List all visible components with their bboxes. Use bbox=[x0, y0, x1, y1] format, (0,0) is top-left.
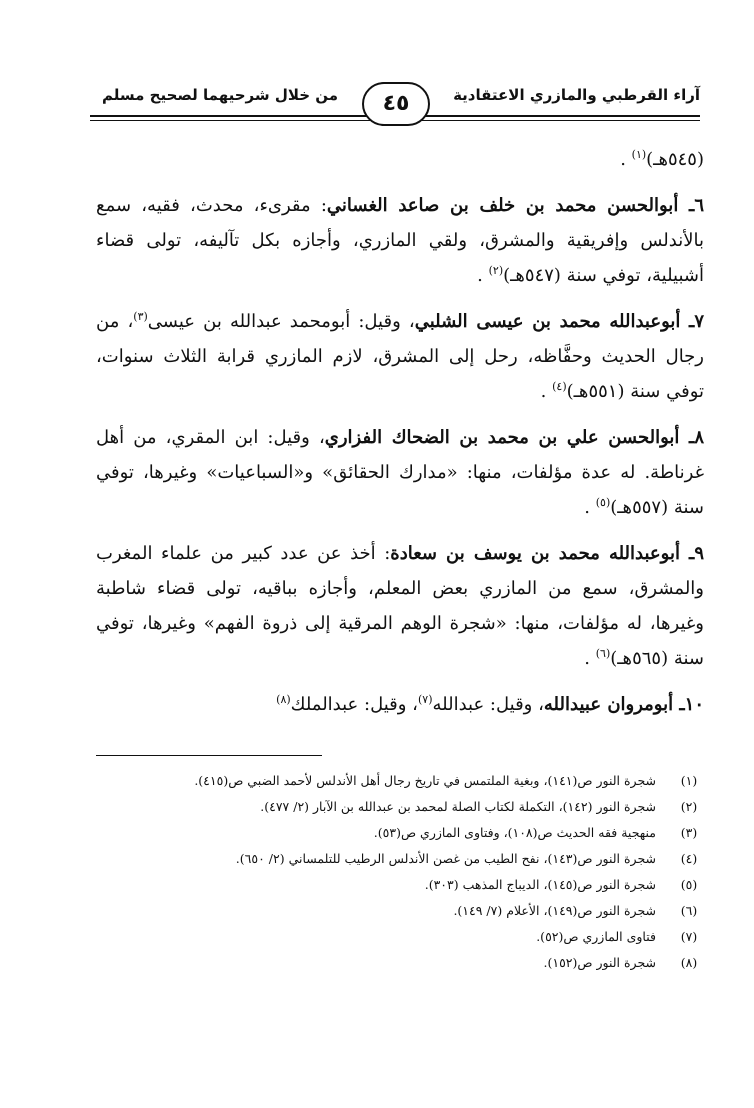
footnote-number: (٣) bbox=[680, 825, 698, 840]
footnote-number: (٧) bbox=[680, 929, 698, 944]
biography-entry bbox=[96, 687, 704, 722]
footnote-number: (٦) bbox=[680, 903, 698, 918]
footnote-separator bbox=[96, 755, 322, 756]
footnote-ref[interactable]: (٢) bbox=[488, 264, 504, 277]
entry-end: . bbox=[540, 381, 553, 402]
footnote-number: (٨) bbox=[680, 955, 698, 970]
footnote-text: شجرة النور ص(١٤١)، وبغية الملتمس في تاريخ رجال أهل الأندلس لأحمد الضبي ص(٤١٥). bbox=[194, 773, 656, 788]
entry-end: . bbox=[584, 648, 596, 669]
footnote bbox=[96, 794, 704, 820]
footnote-number: (٢) bbox=[680, 799, 698, 814]
entry-end: . bbox=[584, 497, 596, 518]
footnote-text: منهجية فقه الحديث ص(١٠٨)، وفتاوى المازري ص(٥٣). bbox=[373, 825, 656, 840]
biography-entry bbox=[96, 188, 704, 293]
footnote bbox=[96, 820, 704, 846]
footnote bbox=[96, 924, 704, 950]
footnote-text: فتاوى المازري ص(٥٢). bbox=[536, 929, 656, 944]
entry-heading: ٩ـ أبوعبدالله محمد بن يوسف بن سعادة bbox=[390, 543, 704, 564]
footnote bbox=[96, 950, 704, 976]
page-number: ٤٥ bbox=[362, 82, 430, 126]
biography-entry bbox=[96, 420, 704, 525]
entry-continuation bbox=[96, 142, 704, 177]
footnote-ref[interactable]: (١) bbox=[631, 148, 647, 161]
footnote-number: (٤) bbox=[680, 851, 698, 866]
entry-heading: ٦ـ أبوالحسن محمد بن خلف بن صاعد الغساني bbox=[326, 195, 704, 216]
footnote-ref[interactable]: (٥) bbox=[595, 496, 611, 509]
page-header bbox=[60, 78, 700, 128]
footnote-ref[interactable]: (٣) bbox=[133, 310, 148, 323]
entry-end: . bbox=[477, 265, 489, 286]
entry-text: ، وقيل: عبدالملك bbox=[290, 694, 418, 715]
entry-text: ، وقيل: أبومحمد عبدالله بن عيسى bbox=[147, 311, 415, 332]
footnotes bbox=[96, 768, 704, 976]
entry-heading: ٧ـ أبوعبدالله محمد بن عيسى الشلبي bbox=[414, 311, 704, 332]
biography-entry bbox=[96, 536, 704, 676]
footnote bbox=[96, 846, 704, 872]
footnote bbox=[96, 768, 704, 794]
entry-heading: ١٠ـ أبومروان عبيدالله bbox=[543, 694, 704, 715]
footnote bbox=[96, 872, 704, 898]
footnote-ref[interactable]: (٧) bbox=[417, 693, 433, 706]
footnote bbox=[96, 898, 704, 924]
entry-text: (٥٤٥هـ) bbox=[646, 149, 704, 170]
entry-text: ، من رجال الحديث وحفَّاظه، رحل إلى المشرق، لازم المازري قرابة الثلاث سنوات، توفي سنة (٥٥١هـ) bbox=[96, 311, 704, 402]
footnote-text: شجرة النور ص(١٤٩)، الأعلام (٧/ ١٤٩). bbox=[453, 903, 656, 918]
entry-text: ، وقيل: ابن المقري، من أهل غرناطة. له عدة مؤلفات، منها: «مدارك الحقائق» و«السباعيات» وغيرها، توفي سنة (٥٥٧هـ) bbox=[96, 427, 704, 518]
entry-heading: ٨ـ أبوالحسن علي بن محمد بن الضحاك الفزاري bbox=[324, 427, 704, 448]
entry-text: : مقرىء، محدث، فقيه، سمع بالأندلس وإفريقية والمشرق، ولقي المازري، وأجازه بكل تآليفه، تولى قضاء أشبيلية، توفي سنة (٥٤٧هـ) bbox=[96, 195, 704, 286]
footnote-text: شجرة النور ص(١٥٢). bbox=[543, 955, 656, 970]
entry-text: : أخذ عن عدد كبير من علماء المغرب والمشرق، سمع من المازري بعض المعلم، وأجازه بباقيه، تولى قضاء شاطبة وغيرها، له مؤلفات، منها: «شجرة الوهم المرقية إلى ذروة الفهم» وغيرها، توفي سنة (٥٦٥هـ) bbox=[96, 543, 704, 669]
footnote-text: شجرة النور ص(١٤٥)، الديباج المذهب (٣٠٣). bbox=[424, 877, 656, 892]
main-text bbox=[96, 142, 704, 733]
entry-text: ، وقيل: عبدالله bbox=[432, 694, 544, 715]
footnote-text: شجرة النور ص(١٤٣)، نفح الطيب من غصن الأندلس الرطيب للتلمساني (٢/ ٦٥٠). bbox=[235, 851, 656, 866]
running-subtitle: من خلال شرحيهما لصحيح مسلم bbox=[102, 86, 339, 104]
footnote-number: (١) bbox=[680, 773, 698, 788]
footnote-ref[interactable]: (٦) bbox=[595, 647, 611, 660]
biography-entry bbox=[96, 304, 704, 409]
entry-end: . bbox=[620, 149, 632, 170]
footnote-ref[interactable]: (٨) bbox=[276, 693, 291, 706]
running-title: آراء القرطبي والمازري الاعتقادية bbox=[453, 86, 700, 104]
footnote-ref[interactable]: (٤) bbox=[552, 380, 567, 393]
footnote-text: شجرة النور (١٤٢)، التكملة لكتاب الصلة لمحمد بن عبدالله بن الآبار (٢/ ٤٧٧). bbox=[260, 799, 656, 814]
footnote-number: (٥) bbox=[680, 877, 698, 892]
